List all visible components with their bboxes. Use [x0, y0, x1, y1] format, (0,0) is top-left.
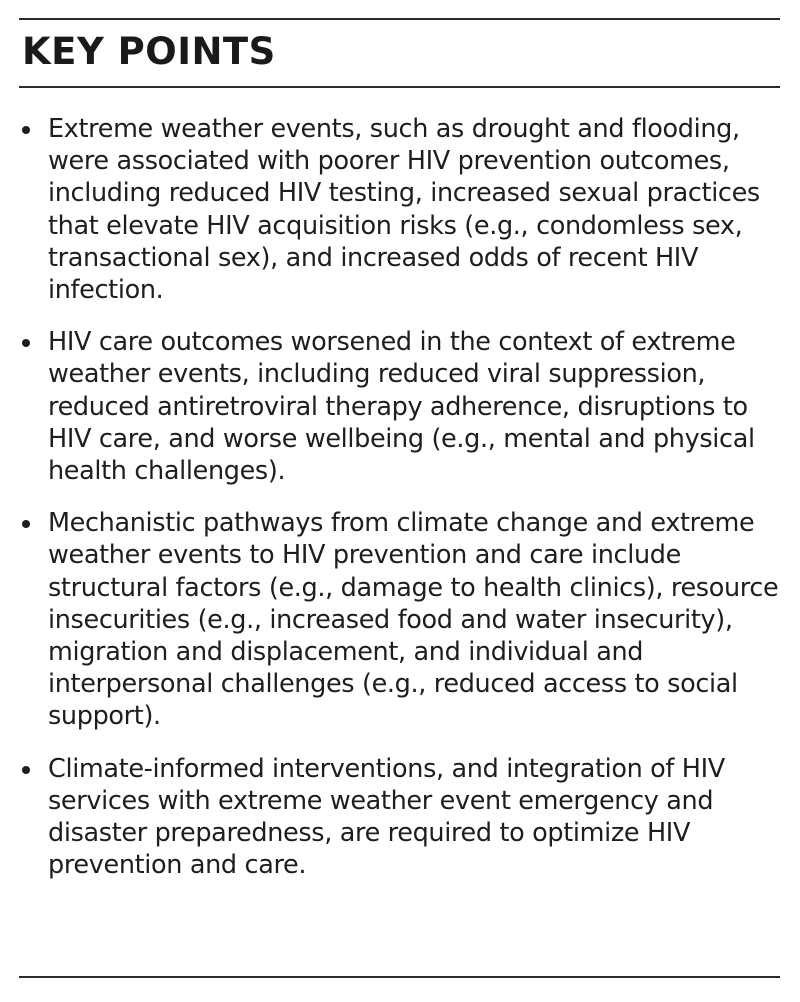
heading-rule [19, 86, 780, 88]
bullet-icon [22, 339, 30, 347]
top-rule [19, 18, 780, 20]
key-point-2 [22, 326, 792, 487]
bullet-icon [22, 126, 30, 134]
key-point-text: Extreme weather events, such as drought and flooding, were associated with poorer HIV prevention outcomes, including reduced HIV testing, increased sexual practices that elevate HIV acquisition risks (e.g., condomless sex, transactional sex), and increased odds of recent HIV infection. [48, 114, 760, 306]
key-points-list [22, 113, 792, 881]
key-points-heading: KEY POINTS [22, 30, 276, 73]
key-point-1 [22, 113, 792, 306]
key-point-3 [22, 507, 792, 732]
key-point-text: HIV care outcomes worsened in the context of extreme weather events, including reduced viral suppression, reduced antiretroviral therapy adherence, disruptions to HIV care, and worse wellbeing (e.g., mental and physical health challenges). [48, 327, 755, 487]
key-point-text: Climate-informed interventions, and integration of HIV services with extreme weather event emergency and disaster preparedness, are required to optimize HIV prevention and care. [48, 753, 725, 881]
key-point-text: Mechanistic pathways from climate change and extreme weather events to HIV prevention and care include structural factors (e.g., damage to health clinics), resource insecurities (e.g., increased food and water insecurity), migration and displacement, and individual and interpersonal challenges (e.g., reduced access to social support). [48, 508, 779, 732]
key-point-4 [22, 753, 792, 882]
bullet-icon [22, 766, 30, 774]
bullet-icon [22, 520, 30, 528]
bottom-rule [19, 976, 780, 978]
